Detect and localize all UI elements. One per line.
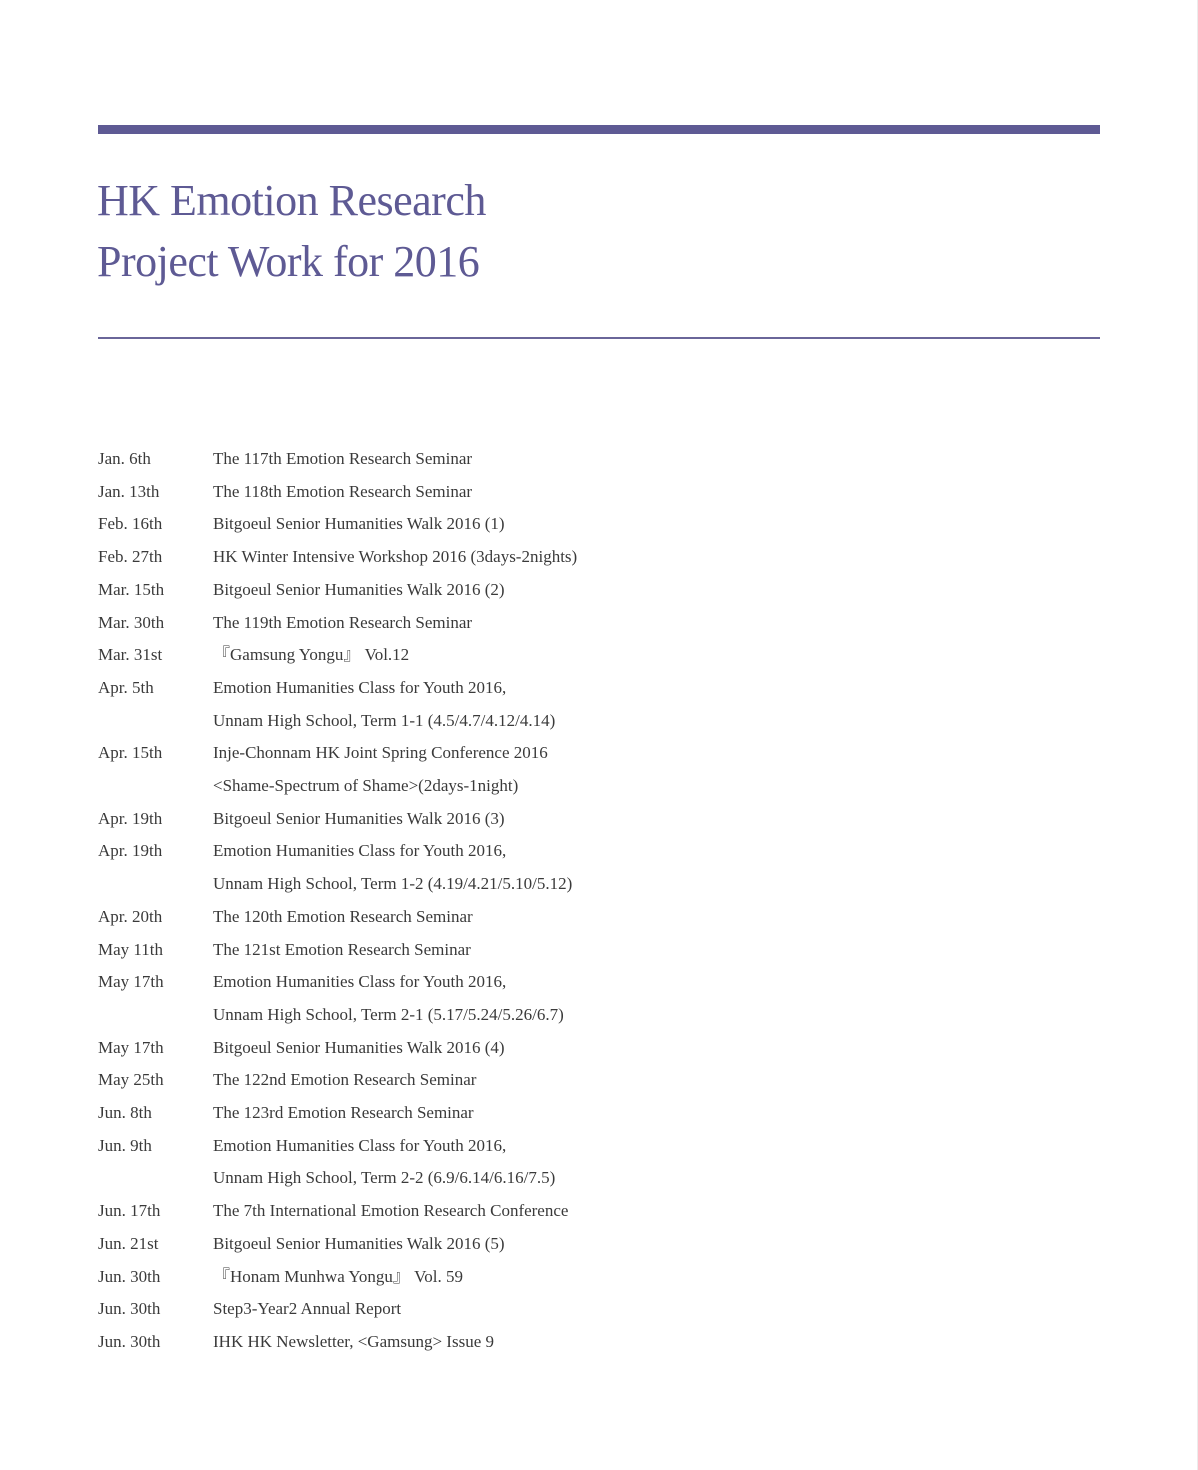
schedule-event: Bitgoeul Senior Humanities Walk 2016 (5) xyxy=(213,1233,505,1253)
schedule-event: Bitgoeul Senior Humanities Walk 2016 (3) xyxy=(213,808,505,828)
schedule-row xyxy=(98,541,798,574)
schedule-event: <Shame-Spectrum of Shame>(2days-1night) xyxy=(213,776,519,796)
schedule-row xyxy=(98,737,798,770)
schedule-date: Apr. 15th xyxy=(98,743,163,763)
schedule-event: The 123rd Emotion Research Seminar xyxy=(213,1103,474,1123)
schedule-date: May 17th xyxy=(98,1037,164,1057)
schedule-event: 『Gamsung Yongu』 Vol.12 xyxy=(213,645,410,665)
schedule-date: Jun. 9th xyxy=(98,1135,152,1155)
schedule-date: Jan. 13th xyxy=(98,481,160,501)
schedule-date: Apr. 5th xyxy=(98,677,154,697)
schedule-event: Bitgoeul Senior Humanities Walk 2016 (2) xyxy=(213,579,505,599)
schedule-row xyxy=(98,639,798,672)
schedule-row xyxy=(98,966,798,999)
schedule-row xyxy=(98,607,798,640)
schedule-event: The 121st Emotion Research Seminar xyxy=(213,939,471,959)
schedule-date: Mar. 31st xyxy=(98,645,163,665)
schedule-event: The 7th International Emotion Research Conference xyxy=(213,1201,569,1221)
header-accent-bar xyxy=(98,125,1100,134)
schedule-row xyxy=(98,1326,798,1359)
page-title xyxy=(97,170,486,292)
schedule-date: Apr. 19th xyxy=(98,808,163,828)
schedule-date xyxy=(98,1162,213,1195)
schedule-date: Jun. 8th xyxy=(98,1103,152,1123)
schedule-event: The 122nd Emotion Research Seminar xyxy=(213,1070,477,1090)
schedule-date xyxy=(98,705,213,738)
schedule-row xyxy=(98,999,798,1032)
schedule-row xyxy=(98,1032,798,1065)
schedule-date: May 25th xyxy=(98,1070,164,1090)
schedule-date: Jan. 6th xyxy=(98,449,151,468)
schedule-event: Inje-Chonnam HK Joint Spring Conference 2016 xyxy=(213,743,548,763)
schedule-row xyxy=(98,1195,798,1228)
schedule-date: Jun. 30th xyxy=(98,1331,161,1351)
schedule-event: HK Winter Intensive Workshop 2016 (3days-2nights) xyxy=(213,547,578,567)
schedule-date: Mar. 30th xyxy=(98,612,165,632)
schedule-row xyxy=(98,705,798,738)
schedule-event: The 120th Emotion Research Seminar xyxy=(213,906,473,926)
schedule-event: IHK HK Newsletter, <Gamsung> Issue 9 xyxy=(213,1331,494,1351)
schedule-event: The 117th Emotion Research Seminar xyxy=(213,449,473,468)
title-divider xyxy=(98,337,1100,339)
schedule-row xyxy=(98,1130,798,1163)
schedule-event: Bitgoeul Senior Humanities Walk 2016 (4) xyxy=(213,1037,505,1057)
schedule-row xyxy=(98,803,798,836)
schedule-event: Unnam High School, Term 2-2 (6.9/6.14/6.16/7.5) xyxy=(213,1168,556,1188)
schedule-row xyxy=(98,476,798,509)
schedule-date: Feb. 16th xyxy=(98,514,163,534)
schedule-date: Apr. 19th xyxy=(98,841,163,861)
schedule-row xyxy=(98,1064,798,1097)
schedule-row xyxy=(98,1097,798,1130)
schedule-event: 『Honam Munhwa Yongu』 Vol. 59 xyxy=(213,1266,463,1286)
schedule-event: Step3-Year2 Annual Report xyxy=(213,1299,402,1319)
schedule-event: Bitgoeul Senior Humanities Walk 2016 (1) xyxy=(213,514,505,534)
schedule-event: Emotion Humanities Class for Youth 2016, xyxy=(213,1135,507,1155)
schedule-date: Mar. 15th xyxy=(98,579,165,599)
schedule-event: The 118th Emotion Research Seminar xyxy=(213,481,473,501)
schedule-row xyxy=(98,1228,798,1261)
schedule-date: May 11th xyxy=(98,939,164,959)
schedule-date: Feb. 27th xyxy=(98,547,163,567)
schedule-date xyxy=(98,999,213,1032)
schedule-row xyxy=(98,901,798,934)
schedule-row xyxy=(98,835,798,868)
schedule-row xyxy=(98,508,798,541)
schedule-event: The 119th Emotion Research Seminar xyxy=(213,612,473,632)
schedule-row xyxy=(98,574,798,607)
schedule-date xyxy=(98,770,213,803)
schedule-row xyxy=(98,1293,798,1326)
schedule-date xyxy=(98,868,213,901)
schedule-row xyxy=(98,770,798,803)
schedule-date: Jun. 30th xyxy=(98,1266,161,1286)
schedule-row xyxy=(98,868,798,901)
schedule-event: Unnam High School, Term 1-1 (4.5/4.7/4.12/4.14) xyxy=(213,710,556,730)
schedule-row xyxy=(98,1261,798,1294)
schedule-date: Apr. 20th xyxy=(98,906,163,926)
page-title-line-1: HK Emotion Research xyxy=(97,176,486,225)
schedule-event: Emotion Humanities Class for Youth 2016, xyxy=(213,972,507,992)
schedule-row xyxy=(98,443,798,476)
page-title-line-2: Project Work for 2016 xyxy=(97,237,480,286)
schedule-row xyxy=(98,934,798,967)
schedule-row xyxy=(98,1162,798,1195)
schedule-date: Jun. 30th xyxy=(98,1299,161,1319)
schedule-date: May 17th xyxy=(98,972,164,992)
schedule-date: Jun. 17th xyxy=(98,1201,161,1221)
schedule-date: Jun. 21st xyxy=(98,1233,159,1253)
schedule-list xyxy=(98,443,798,1359)
schedule-event: Unnam High School, Term 2-1 (5.17/5.24/5.26/6.7) xyxy=(213,1004,564,1024)
schedule-row xyxy=(98,672,798,705)
schedule-event: Unnam High School, Term 1-2 (4.19/4.21/5.10/5.12) xyxy=(213,874,573,894)
schedule-event: Emotion Humanities Class for Youth 2016, xyxy=(213,677,507,697)
schedule-event: Emotion Humanities Class for Youth 2016, xyxy=(213,841,507,861)
